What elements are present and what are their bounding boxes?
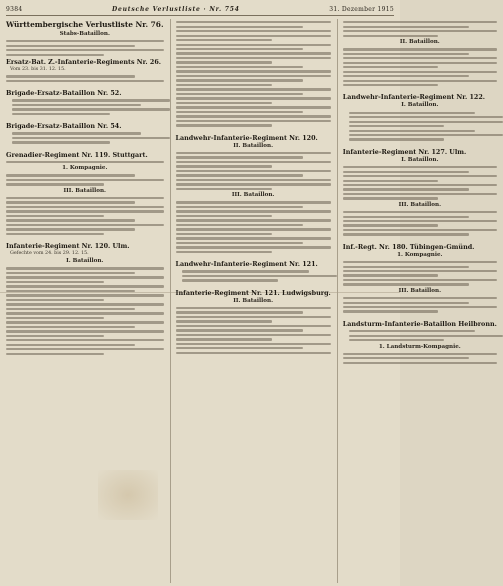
- casualty-line: [6, 183, 104, 185]
- casualty-line: [176, 120, 331, 122]
- casualty-line: [349, 130, 475, 132]
- unit-subheading: I. Bataillon.: [401, 156, 439, 163]
- casualty-line: [6, 228, 135, 230]
- casualty-line: [349, 116, 503, 118]
- casualty-line: [343, 211, 497, 213]
- unit-subheading: II. Bataillon.: [233, 142, 274, 149]
- casualty-line: [343, 166, 497, 168]
- casualty-line: [176, 165, 272, 167]
- unit-subheading: 1. Landsturm-Kompagnie.: [378, 343, 461, 350]
- casualty-line: [6, 210, 164, 212]
- unit-subheading: III. Bataillon.: [63, 187, 106, 194]
- casualty-line: [343, 48, 497, 50]
- casualty-line: [343, 229, 497, 231]
- casualty-line: [182, 275, 337, 277]
- unit-subheading: III. Bataillon.: [231, 192, 275, 199]
- casualty-line: [176, 111, 303, 113]
- casualty-line: [343, 35, 439, 37]
- date-range: Vom 23. bis 31. 12. 15.: [10, 67, 66, 73]
- casualty-line: [176, 316, 331, 318]
- casualty-line: [343, 26, 469, 28]
- casualty-line: [176, 188, 272, 190]
- casualty-line: [343, 57, 497, 59]
- casualty-line: [343, 216, 469, 218]
- casualty-line: [6, 290, 135, 292]
- casualty-line: [176, 79, 303, 81]
- unit-subheading: I. Bataillon.: [401, 102, 439, 109]
- casualty-line: [343, 270, 497, 272]
- casualty-line: [176, 44, 331, 46]
- regiment-heading: Inf.-Regt. Nr. 180. Tübingen-Gmünd.: [342, 242, 475, 251]
- casualty-line: [176, 210, 331, 212]
- regiment-heading: Brigade-Ersatz-Bataillon Nr. 54.: [6, 122, 122, 131]
- casualty-line: [176, 102, 272, 104]
- date-range: Gefechte vom 24. bis 29. 12. 15.: [10, 251, 89, 257]
- casualty-line: [6, 45, 135, 47]
- casualty-line: [176, 325, 331, 327]
- regiment-heading: Landwehr-Infanterie-Regiment Nr. 122.: [342, 93, 486, 102]
- casualty-line: [176, 35, 331, 37]
- casualty-line: [12, 99, 170, 101]
- casualty-line: [6, 54, 104, 56]
- casualty-line: [343, 297, 497, 299]
- casualty-line: [343, 30, 497, 32]
- casualty-line: [6, 321, 164, 323]
- unit-subheading: 1. Kompagnie.: [62, 165, 108, 172]
- page-header: [6, 4, 394, 14]
- casualty-line: [6, 206, 164, 208]
- casualty-line: [176, 52, 331, 54]
- casualty-line: [349, 134, 503, 136]
- casualty-line: [6, 272, 135, 274]
- casualty-line: [343, 357, 469, 359]
- casualty-line: [176, 338, 272, 340]
- casualty-line: [6, 317, 104, 319]
- casualty-line: [343, 75, 469, 77]
- casualty-line: [6, 294, 164, 296]
- casualty-line: [176, 179, 331, 181]
- casualty-line: [176, 251, 272, 253]
- column-3: [337, 19, 497, 583]
- section-title: Württembergische Verlustliste Nr. 76.: [6, 20, 164, 29]
- unit-subheading: III. Bataillon.: [398, 287, 442, 294]
- unit-subheading: III. Bataillon.: [398, 201, 442, 208]
- casualty-line: [6, 179, 164, 181]
- casualty-line: [6, 353, 104, 355]
- regiment-heading: Landsturm-Infanterie-Bataillon Heilbronn.: [342, 319, 497, 328]
- casualty-line: [12, 108, 170, 110]
- unit-subheading: Stabs-Bataillon.: [59, 31, 110, 37]
- casualty-line: [349, 335, 503, 337]
- casualty-line: [176, 75, 331, 77]
- casualty-line: [12, 113, 110, 115]
- casualty-line: [176, 115, 331, 117]
- casualty-line: [176, 174, 303, 176]
- regiment-heading: Landwehr-Infanterie-Regiment Nr. 121.: [175, 260, 318, 269]
- casualty-line: [343, 66, 439, 68]
- casualty-line: [12, 137, 170, 139]
- casualty-line: [349, 339, 445, 341]
- casualty-line: [176, 237, 331, 239]
- casualty-line: [343, 197, 439, 199]
- casualty-line: [176, 124, 272, 126]
- casualty-line: [349, 138, 445, 140]
- casualty-line: [343, 220, 497, 222]
- casualty-line: [6, 303, 164, 305]
- casualty-line: [6, 335, 104, 337]
- casualty-line: [6, 308, 135, 310]
- casualty-line: [176, 152, 331, 154]
- casualty-line: [176, 215, 272, 217]
- casualty-line: [343, 233, 469, 235]
- casualty-line: [176, 66, 303, 68]
- casualty-line: [343, 310, 439, 312]
- casualty-line: [6, 330, 164, 332]
- casualty-line: [343, 266, 469, 268]
- casualty-line: [6, 267, 164, 269]
- casualty-line: [6, 75, 135, 77]
- casualty-line: [343, 302, 469, 304]
- casualty-line: [343, 224, 439, 226]
- casualty-line: [343, 21, 497, 23]
- casualty-line: [349, 121, 503, 123]
- casualty-line: [176, 183, 331, 185]
- columns: [6, 19, 497, 583]
- casualty-line: [176, 311, 303, 313]
- casualty-line: [349, 125, 445, 127]
- casualty-line: [6, 348, 164, 350]
- casualty-line: [176, 347, 303, 349]
- casualty-line: [176, 39, 272, 41]
- casualty-line: [176, 233, 272, 235]
- regiment-heading: Infanterie-Regiment Nr. 121. Ludwigsburg.: [175, 288, 331, 297]
- regiment-heading: Brigade-Ersatz-Bataillon Nr. 52.: [6, 89, 122, 98]
- casualty-line: [176, 242, 303, 244]
- casualty-line: [6, 224, 164, 226]
- casualty-line: [6, 281, 104, 283]
- unit-subheading: 1. Kompagnie.: [397, 251, 443, 258]
- casualty-line: [6, 312, 164, 314]
- casualty-line: [343, 306, 497, 308]
- casualty-line: [6, 201, 135, 203]
- header-rule: [6, 15, 394, 16]
- casualty-line: [6, 174, 135, 176]
- casualty-line: [182, 279, 278, 281]
- casualty-line: [349, 330, 475, 332]
- casualty-line: [349, 112, 475, 114]
- casualty-line: [343, 362, 497, 364]
- casualty-line: [6, 233, 104, 235]
- casualty-line: [6, 276, 164, 278]
- casualty-line: [176, 219, 331, 221]
- page-number: 9384: [6, 5, 23, 13]
- casualty-line: [343, 184, 497, 186]
- casualty-line: [343, 80, 497, 82]
- casualty-line: [176, 343, 331, 345]
- casualty-line: [176, 30, 331, 32]
- casualty-line: [176, 228, 331, 230]
- column-1: [6, 19, 164, 583]
- casualty-line: [176, 329, 303, 331]
- publication-title: Deutsche Verlustliste · Nr. 754: [112, 5, 240, 13]
- column-2: [170, 19, 331, 583]
- casualty-line: [176, 70, 331, 72]
- casualty-line: [6, 197, 164, 199]
- casualty-line: [176, 156, 303, 158]
- casualty-line: [6, 49, 164, 51]
- casualty-line: [176, 352, 331, 354]
- casualty-line: [6, 40, 164, 42]
- casualty-line: [343, 71, 497, 73]
- casualty-line: [6, 215, 104, 217]
- casualty-line: [6, 219, 135, 221]
- casualty-line: [343, 180, 439, 182]
- unit-subheading: I. Bataillon.: [66, 258, 104, 265]
- casualty-line: [343, 84, 439, 86]
- casualty-line: [343, 274, 439, 276]
- casualty-line: [12, 141, 110, 143]
- regiment-heading: Grenadier-Regiment Nr. 119. Stuttgart.: [6, 150, 148, 159]
- casualty-line: [176, 97, 331, 99]
- casualty-line: [176, 106, 331, 108]
- casualty-line: [176, 26, 303, 28]
- casualty-line: [6, 161, 164, 163]
- casualty-line: [176, 21, 331, 23]
- casualty-line: [176, 201, 331, 203]
- casualty-line: [343, 171, 469, 173]
- regiment-heading: Infanterie-Regiment Nr. 120. Ulm.: [6, 242, 130, 251]
- issue-date: 31. Dezember 1915: [329, 5, 394, 13]
- casualty-line: [176, 224, 303, 226]
- unit-subheading: II. Bataillon.: [399, 39, 440, 46]
- casualty-line: [6, 80, 164, 82]
- casualty-line: [6, 339, 164, 341]
- casualty-line: [6, 285, 164, 287]
- casualty-line: [176, 93, 303, 95]
- casualty-line: [176, 307, 331, 309]
- regiment-heading: Landwehr-Infanterie-Regiment Nr. 120.: [175, 133, 318, 142]
- casualty-line: [182, 270, 309, 272]
- unit-subheading: II. Bataillon.: [233, 297, 274, 304]
- casualty-line: [343, 279, 497, 281]
- casualty-line: [176, 57, 331, 59]
- casualty-line: [343, 261, 497, 263]
- casualty-line: [12, 132, 141, 134]
- casualty-line: [176, 88, 331, 90]
- casualty-line: [6, 326, 135, 328]
- regiment-heading: Infanterie-Regiment Nr. 127. Ulm.: [342, 147, 467, 156]
- casualty-line: [12, 104, 141, 106]
- casualty-line: [176, 320, 272, 322]
- casualty-line: [176, 161, 331, 163]
- regiment-heading: Ersatz-Bat. Z.-Infanterie-Regiments Nr. 26.: [6, 58, 161, 67]
- casualty-line: [343, 193, 497, 195]
- casualty-line: [176, 246, 331, 248]
- casualty-line: [6, 344, 135, 346]
- casualty-line: [176, 61, 272, 63]
- casualty-line: [343, 62, 497, 64]
- casualty-line: [343, 353, 497, 355]
- casualty-line: [343, 283, 469, 285]
- casualty-line: [343, 53, 469, 55]
- casualty-line: [343, 188, 469, 190]
- casualty-line: [176, 206, 303, 208]
- casualty-line: [6, 299, 104, 301]
- casualty-line: [343, 175, 497, 177]
- casualty-line: [176, 84, 272, 86]
- casualty-line: [176, 170, 331, 172]
- casualty-line: [176, 48, 303, 50]
- casualty-line: [176, 334, 331, 336]
